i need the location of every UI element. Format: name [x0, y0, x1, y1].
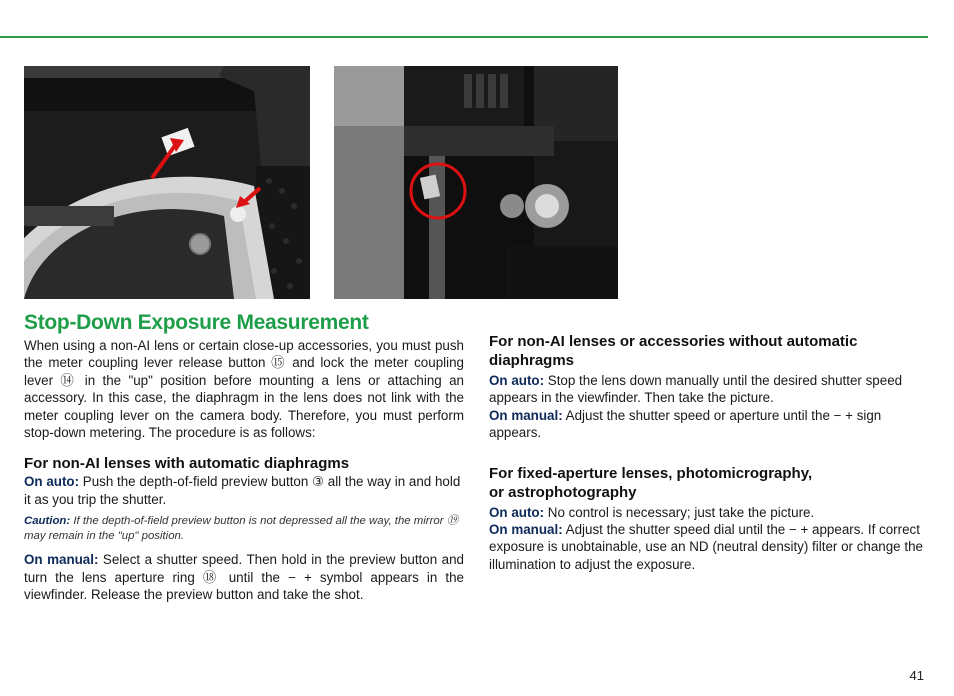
section1-caution	[24, 514, 464, 544]
section3-manual-text: Adjust the shutter speed dial until the − + appears. If correct exposure is unobtainable, use an ND (neutral density) filter or change the illumination to adjust the exposure.	[489, 522, 923, 572]
section3-heading	[489, 464, 929, 502]
section1-manual-label: On manual:	[24, 552, 99, 568]
section2-manual-text: Adjust the shutter speed or aperture until the − + sign appears.	[489, 407, 882, 441]
page-number: 41	[909, 668, 924, 683]
page-title: Stop-Down Exposure Measurement	[24, 311, 369, 334]
left-column	[24, 310, 464, 603]
section3-manual-label: On manual:	[489, 522, 563, 538]
top-rule	[0, 36, 928, 38]
section1-auto-label: On auto:	[24, 474, 80, 490]
section2-manual	[489, 407, 929, 442]
right-column	[489, 332, 929, 573]
section3-auto-text: No control is necessary; just take the picture.	[544, 504, 815, 520]
section2-heading: For non-AI lenses or accessories without automatic diaphragms	[489, 333, 858, 369]
section1-heading: For non-AI lenses with automatic diaphragms	[24, 455, 350, 473]
section1-caution-text: If the depth-of-field preview button is not depressed all the way, the mirror ⑲ may remain in the "up" position.	[24, 515, 459, 543]
section1-caution-label: Caution:	[24, 515, 71, 528]
section2-auto	[489, 372, 929, 407]
intro-paragraph: When using a non-AI lens or certain close-up accessories, you must push the meter coupling lever release button ⑮ and lock the meter coupling lever ⑭ in the "up" position before mounting a lens or attaching an accessory. In this case, the diaphragm in the lens does not link with the meter coupling lever on the camera body. Therefore, you must perform stop-down metering. The procedure is as follows:	[24, 338, 464, 441]
section1-auto-text: Push the depth-of-field preview button ③ all the way in and hold it as you trip the shutter.	[24, 474, 461, 507]
section3-heading-line1: For fixed-aperture lenses, photomicrography,	[489, 464, 813, 482]
section2-manual-label: On manual:	[489, 407, 563, 423]
photo-lens-mount	[24, 66, 310, 299]
photo-camera-side	[334, 66, 618, 299]
section1-manual	[24, 551, 464, 603]
section2-auto-text: Stop the lens down manually until the desired shutter speed appears in the viewfinder. Then take the picture.	[489, 373, 903, 406]
section1-manual-text: Select a shutter speed. Then hold in the preview button and turn the lens aperture ring ⑱ until the − + symbol appears in the viewfinder. Release the preview button and take the shot.	[24, 552, 465, 603]
section3-manual	[489, 521, 929, 573]
section1-auto	[24, 473, 464, 508]
section3-heading-line2: or astrophotography	[489, 483, 637, 501]
section3-auto-label: On auto:	[489, 504, 545, 520]
section3-auto	[489, 504, 929, 521]
section2-auto-label: On auto:	[489, 373, 545, 388]
